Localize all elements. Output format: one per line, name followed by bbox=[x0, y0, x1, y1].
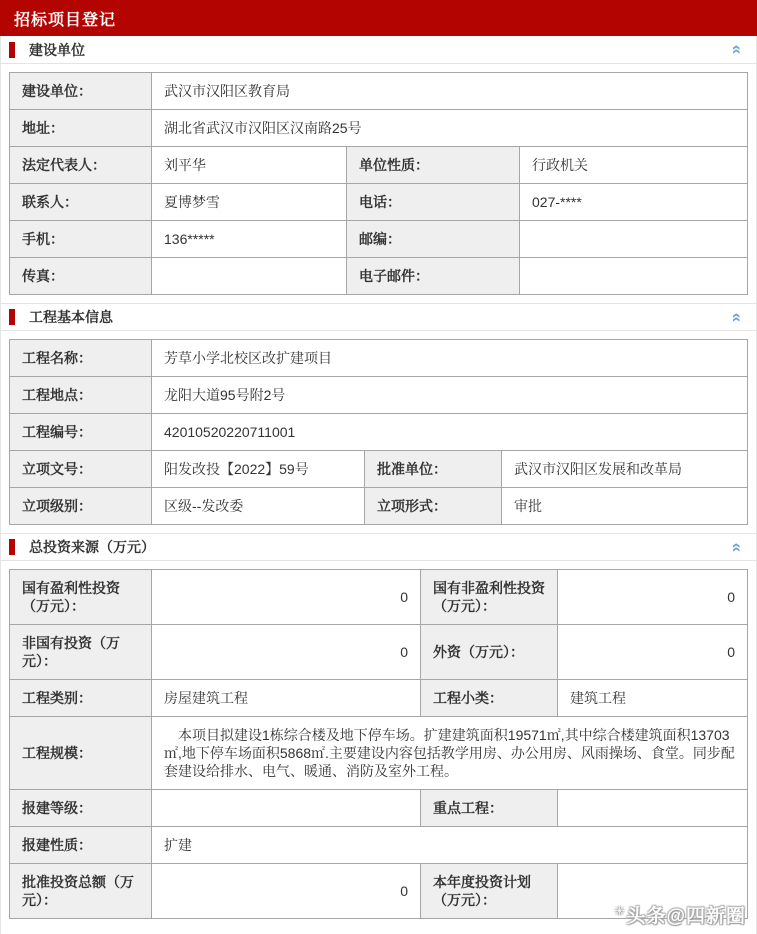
section-title-construction-unit: 建设单位 bbox=[29, 41, 85, 58]
phone-value: 027-**** bbox=[520, 184, 748, 221]
approval-form-value: 审批 bbox=[502, 488, 748, 525]
contact-person-value: 夏博梦雪 bbox=[152, 184, 347, 221]
section-accent-bar bbox=[9, 309, 15, 325]
state-profit-investment-label: 国有盈利性投资（万元）： bbox=[10, 570, 152, 625]
address-value: 湖北省武汉市汉阳区汉南路25号 bbox=[152, 110, 748, 147]
construction-grade-label: 报建等级： bbox=[10, 790, 152, 827]
table-row bbox=[10, 73, 748, 110]
table-row bbox=[10, 147, 748, 184]
page-title: 招标项目登记 bbox=[14, 11, 117, 29]
table-row bbox=[10, 864, 748, 919]
approved-total-investment-value: 0 bbox=[152, 864, 421, 919]
project-level-label: 立项级别： bbox=[10, 488, 152, 525]
section-project-basic-info bbox=[1, 303, 756, 533]
fax-label: 传真： bbox=[10, 258, 152, 295]
section-header-construction-unit bbox=[1, 36, 756, 64]
construction-unit-table bbox=[9, 72, 748, 295]
table-row bbox=[10, 451, 748, 488]
table-row bbox=[10, 377, 748, 414]
approval-unit-value: 武汉市汉阳区发展和改革局 bbox=[502, 451, 748, 488]
table-row bbox=[10, 488, 748, 525]
table-row bbox=[10, 790, 748, 827]
foreign-investment-label: 外资（万元）： bbox=[421, 625, 558, 680]
watermark-text: 头条@四新圈 bbox=[626, 906, 746, 927]
project-subcategory-value: 建筑工程 bbox=[558, 680, 748, 717]
legal-representative-label: 法定代表人： bbox=[10, 147, 152, 184]
mobile-value: 136***** bbox=[152, 221, 347, 258]
phone-label: 电话： bbox=[347, 184, 520, 221]
table-row bbox=[10, 827, 748, 864]
collapse-chevron-icon[interactable]: « bbox=[727, 312, 747, 322]
construction-nature-label: 报建性质： bbox=[10, 827, 152, 864]
approval-doc-number-label: 立项文号： bbox=[10, 451, 152, 488]
section-accent-bar bbox=[9, 539, 15, 555]
section-construction-unit bbox=[1, 36, 756, 303]
contact-person-label: 联系人： bbox=[10, 184, 152, 221]
section-title-total-investment-source: 总投资来源（万元） bbox=[29, 539, 155, 555]
project-location-label: 工程地点： bbox=[10, 377, 152, 414]
project-name-value: 芳草小学北校区改扩建项目 bbox=[152, 340, 748, 377]
project-scale-value: 本项目拟建设1栋综合楼及地下停车场。扩建建筑面积19571㎡,其中综合楼建筑面积13703㎡,地下停车场面积5868㎡.主要建设内容包括教学用房、办公用房、风雨操场、食堂。同步配套建设给排水、电气、暖通、消防及室外工程。 bbox=[152, 717, 748, 790]
non-state-investment-label: 非国有投资（万元）： bbox=[10, 625, 152, 680]
section-body-construction-unit bbox=[1, 64, 756, 303]
construction-grade-value bbox=[152, 790, 421, 827]
email-value bbox=[520, 258, 748, 295]
section-body-total-investment-source bbox=[1, 561, 756, 927]
approval-form-label: 立项形式： bbox=[365, 488, 502, 525]
state-nonprofit-investment-value: 0 bbox=[558, 570, 748, 625]
email-label: 电子邮件： bbox=[347, 258, 520, 295]
total-investment-table bbox=[9, 569, 748, 919]
table-row bbox=[10, 570, 748, 625]
address-label: 地址： bbox=[10, 110, 152, 147]
project-name-label: 工程名称： bbox=[10, 340, 152, 377]
construction-unit-label: 建设单位： bbox=[10, 73, 152, 110]
collapse-chevron-icon[interactable]: « bbox=[727, 44, 747, 55]
table-row bbox=[10, 184, 748, 221]
toutiao-sparkle-icon: ✳ bbox=[614, 903, 626, 918]
page-header bbox=[0, 0, 757, 36]
approval-unit-label: 批准单位： bbox=[365, 451, 502, 488]
project-category-label: 工程类别： bbox=[10, 680, 152, 717]
project-level-value: 区级--发改委 bbox=[152, 488, 365, 525]
non-state-investment-value: 0 bbox=[152, 625, 421, 680]
project-location-value: 龙阳大道95号附2号 bbox=[152, 377, 748, 414]
construction-unit-value: 武汉市汉阳区教育局 bbox=[152, 73, 748, 110]
table-row bbox=[10, 110, 748, 147]
form-page bbox=[0, 36, 757, 934]
project-subcategory-label: 工程小类： bbox=[421, 680, 558, 717]
collapse-chevron-icon[interactable]: « bbox=[727, 542, 747, 552]
section-accent-bar bbox=[9, 42, 15, 58]
key-project-label: 重点工程： bbox=[421, 790, 558, 827]
table-row bbox=[10, 680, 748, 717]
unit-nature-label: 单位性质： bbox=[347, 147, 520, 184]
table-row bbox=[10, 258, 748, 295]
project-scale-label: 工程规模： bbox=[10, 717, 152, 790]
section-header-project-basic-info bbox=[1, 303, 756, 331]
table-row bbox=[10, 340, 748, 377]
key-project-value bbox=[558, 790, 748, 827]
current-year-investment-plan-value bbox=[558, 864, 748, 919]
section-header-total-investment-source bbox=[1, 533, 756, 561]
table-row bbox=[10, 414, 748, 451]
section-total-investment-source bbox=[1, 533, 756, 927]
approval-doc-number-value: 阳发改投【2022】59号 bbox=[152, 451, 365, 488]
section-body-project-basic-info bbox=[1, 331, 756, 533]
state-profit-investment-value: 0 bbox=[152, 570, 421, 625]
project-basic-info-table bbox=[9, 339, 748, 525]
postal-code-label: 邮编： bbox=[347, 221, 520, 258]
unit-nature-value: 行政机关 bbox=[520, 147, 748, 184]
construction-nature-value: 扩建 bbox=[152, 827, 748, 864]
approved-total-investment-label: 批准投资总额（万元）： bbox=[10, 864, 152, 919]
foreign-investment-value: 0 bbox=[558, 625, 748, 680]
postal-code-value bbox=[520, 221, 748, 258]
project-number-label: 工程编号： bbox=[10, 414, 152, 451]
current-year-investment-plan-label: 本年度投资计划（万元）： bbox=[421, 864, 558, 919]
table-row bbox=[10, 625, 748, 680]
project-category-value: 房屋建筑工程 bbox=[152, 680, 421, 717]
section-title-project-basic-info: 工程基本信息 bbox=[29, 309, 113, 325]
project-number-value: 42010520220711001 bbox=[152, 414, 748, 451]
table-row bbox=[10, 717, 748, 790]
mobile-label: 手机： bbox=[10, 221, 152, 258]
fax-value bbox=[152, 258, 347, 295]
state-nonprofit-investment-label: 国有非盈利性投资（万元）： bbox=[421, 570, 558, 625]
legal-representative-value: 刘平华 bbox=[152, 147, 347, 184]
table-row bbox=[10, 221, 748, 258]
